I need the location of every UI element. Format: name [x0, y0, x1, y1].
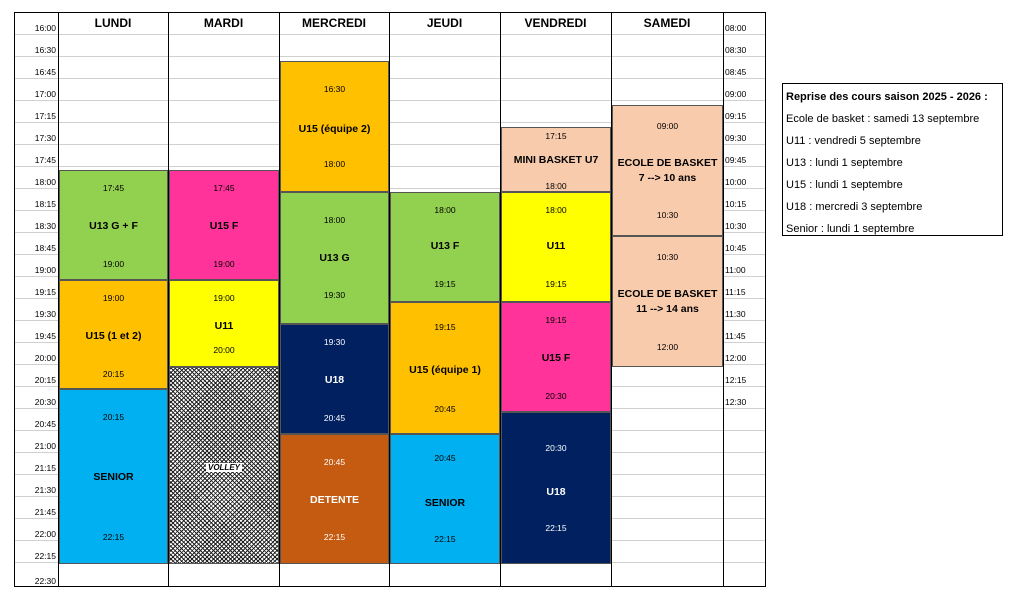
time-label-right: 09:15 — [725, 111, 747, 121]
time-label-left: 22:00 — [34, 529, 56, 539]
session-start-time: 20:30 — [545, 443, 567, 453]
restart-line-u15: U15 : lundi 1 septembre — [786, 179, 903, 191]
session-u15-f — [501, 302, 611, 412]
session-volley — [169, 367, 279, 564]
session-end-time: 19:00 — [102, 259, 125, 269]
session-name: U15 (1 et 2) — [85, 330, 142, 342]
time-label-left: 20:15 — [34, 375, 56, 385]
session-end-time: 22:15 — [323, 532, 346, 542]
session-name: U13 G + F — [89, 220, 138, 232]
session-ecole-de-basket-11-14-ans — [612, 236, 723, 367]
session-name: U13 F — [430, 240, 460, 252]
session-u15-quipe-1 — [390, 302, 500, 434]
session-start-time: 19:30 — [323, 337, 346, 347]
session-name: U18 — [546, 486, 566, 498]
time-label-left: 16:45 — [34, 67, 56, 77]
time-label-left: 18:30 — [34, 221, 56, 231]
time-label-left: 18:00 — [34, 177, 56, 187]
session-start-time: 19:00 — [102, 293, 125, 303]
session-end-time: 18:00 — [545, 181, 567, 191]
session-start-time: 18:00 — [323, 215, 346, 225]
session-end-time: 10:30 — [656, 210, 679, 220]
session-name: U15 F — [541, 352, 571, 364]
session-name: VOLLEY — [207, 463, 240, 472]
time-label-left: 21:45 — [34, 507, 56, 517]
day-header-mardi: MARDI — [203, 16, 244, 30]
session-u18 — [501, 412, 611, 564]
session-u13-g-f — [59, 170, 168, 280]
session-start-time: 20:45 — [323, 457, 346, 467]
session-name: U15 (équipe 2) — [298, 123, 371, 135]
session-start-time: 19:00 — [213, 293, 235, 303]
session-u15-f — [169, 170, 279, 280]
time-label-right: 10:30 — [725, 221, 747, 231]
session-name: DETENTE — [309, 494, 359, 506]
season-restart-title: Reprise des cours saison 2025 - 2026 : — [786, 91, 988, 103]
time-label-right: 12:30 — [725, 397, 747, 407]
session-name: U15 (équipe 1) — [409, 364, 481, 376]
session-start-time: 20:45 — [434, 453, 456, 463]
time-label-left: 21:15 — [34, 463, 56, 473]
session-end-time: 22:15 — [102, 532, 125, 542]
time-label-right: 08:00 — [725, 23, 747, 33]
session-end-time: 20:00 — [213, 345, 235, 355]
time-label-left: 22:15 — [34, 551, 56, 561]
time-label-left: 19:15 — [34, 287, 56, 297]
restart-line-u11: U11 : vendredi 5 septembre — [786, 135, 921, 147]
session-mini-basket-u7 — [501, 127, 611, 192]
session-end-time: 22:15 — [545, 523, 567, 533]
session-start-time: 17:45 — [102, 183, 125, 193]
session-u11 — [169, 280, 279, 367]
session-end-time: 20:30 — [545, 391, 567, 401]
session-u13-f — [390, 192, 500, 302]
session-name: U11 — [546, 240, 566, 252]
session-detente — [280, 434, 389, 564]
restart-line-u13: U13 : lundi 1 septembre — [786, 157, 903, 169]
time-label-right: 11:00 — [725, 265, 746, 275]
time-label-left: 16:30 — [34, 45, 56, 55]
session-name: SENIOR — [424, 497, 466, 509]
session-end-time: 18:00 — [323, 159, 346, 169]
session-end-time: 19:15 — [434, 279, 456, 289]
session-end-time: 19:30 — [323, 290, 346, 300]
session-name: MINI BASKET U7 — [513, 154, 599, 166]
session-start-time: 16:30 — [323, 84, 346, 94]
time-label-right: 11:30 — [725, 309, 746, 319]
session-name: U18 — [324, 374, 345, 386]
day-header-samedi: SAMEDI — [643, 16, 691, 30]
time-label-left: 19:30 — [34, 309, 56, 319]
time-label-left: 16:00 — [34, 23, 56, 33]
session-name: U15 F — [209, 220, 239, 232]
session-name: U13 G — [319, 252, 350, 264]
day-header-mercredi: MERCREDI — [301, 16, 366, 30]
session-start-time: 17:45 — [213, 183, 235, 193]
session-u13-g — [280, 192, 389, 324]
session-end-time: 19:15 — [545, 279, 567, 289]
session-u15-1-et-2 — [59, 280, 168, 389]
restart-line-u18: U18 : mercredi 3 septembre — [786, 201, 923, 213]
time-label-left: 21:00 — [34, 441, 56, 451]
time-label-left: 20:30 — [34, 397, 56, 407]
time-label-left: 17:00 — [34, 89, 56, 99]
session-name: U11 — [214, 320, 234, 332]
time-label-left: 19:00 — [34, 265, 56, 275]
session-end-time: 22:15 — [434, 534, 456, 544]
time-label-right: 09:45 — [725, 155, 747, 165]
session-end-time: 20:45 — [434, 404, 456, 414]
time-label-left: 21:30 — [34, 485, 56, 495]
session-senior — [390, 434, 500, 564]
session-start-time: 20:15 — [102, 412, 125, 422]
session-end-time: 12:00 — [656, 342, 679, 352]
session-end-time: 20:45 — [323, 413, 346, 423]
time-label-right: 10:45 — [725, 243, 747, 253]
session-start-time: 17:15 — [545, 131, 567, 141]
time-label-left: 20:00 — [34, 353, 56, 363]
day-header-jeudi: JEUDI — [426, 16, 463, 30]
day-header-vendredi: VENDREDI — [524, 16, 587, 30]
time-label-right: 10:15 — [725, 199, 747, 209]
session-start-time: 09:00 — [656, 121, 679, 131]
time-label-left: 17:30 — [34, 133, 56, 143]
session-u15-quipe-2 — [280, 61, 389, 192]
time-label-right: 11:45 — [725, 331, 746, 341]
session-start-time: 18:00 — [545, 205, 567, 215]
time-label-right: 09:30 — [725, 133, 747, 143]
session-senior — [59, 389, 168, 564]
session-name: ECOLE DE BASKET 7 --> 10 ans — [617, 157, 718, 184]
session-start-time: 19:15 — [434, 322, 456, 332]
session-start-time: 18:00 — [434, 205, 456, 215]
time-label-left: 22:30 — [34, 576, 56, 586]
time-label-left: 17:15 — [34, 111, 56, 121]
time-label-right: 11:15 — [725, 287, 746, 297]
session-start-time: 19:15 — [545, 315, 567, 325]
session-name: ECOLE DE BASKET 11 --> 14 ans — [617, 288, 718, 315]
time-label-right: 08:45 — [725, 67, 747, 77]
session-start-time: 10:30 — [656, 252, 679, 262]
day-header-lundi: LUNDI — [94, 16, 132, 30]
restart-line-senior: Senior : lundi 1 septembre — [786, 223, 915, 235]
session-end-time: 19:00 — [213, 259, 235, 269]
weekly-timetable — [14, 12, 766, 587]
time-label-left: 20:45 — [34, 419, 56, 429]
time-label-right: 12:15 — [725, 375, 747, 385]
time-label-left: 17:45 — [34, 155, 56, 165]
time-label-right: 09:00 — [725, 89, 747, 99]
session-ecole-de-basket-7-10-ans — [612, 105, 723, 236]
time-label-left: 19:45 — [34, 331, 56, 341]
time-label-right: 10:00 — [725, 177, 747, 187]
session-u11 — [501, 192, 611, 302]
session-end-time: 20:15 — [102, 369, 125, 379]
time-label-right: 08:30 — [725, 45, 747, 55]
time-label-left: 18:45 — [34, 243, 56, 253]
time-label-right: 12:00 — [725, 353, 747, 363]
session-name: SENIOR — [93, 471, 134, 483]
time-label-left: 18:15 — [34, 199, 56, 209]
season-restart-box — [782, 83, 1003, 236]
session-u18 — [280, 324, 389, 434]
restart-line-ecole: Ecole de basket : samedi 13 septembre — [786, 113, 980, 125]
